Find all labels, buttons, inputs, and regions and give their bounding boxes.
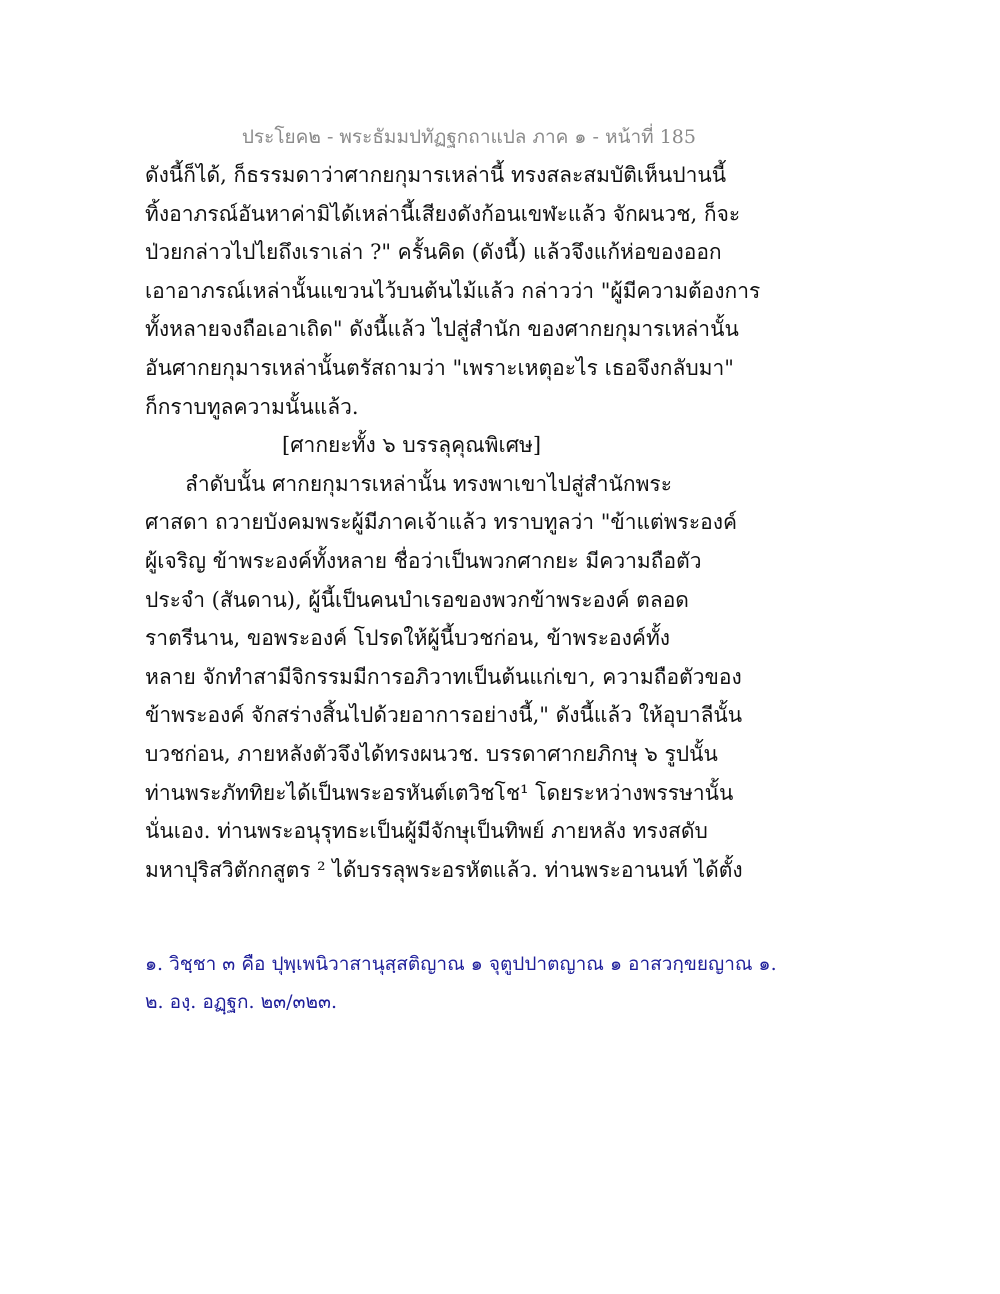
paragraph-line: ท่านพระภัททิยะได้เป็นพระอรหันต์เตวิชโช¹ โดยระหว่างพรรษานั้น — [145, 780, 734, 805]
body-line: ทั้งหลายจงถือเอาเถิด" ดังนี้แล้ว ไปสู่สำนัก ของศากยกุมารเหล่านั้น — [145, 317, 739, 342]
section-heading: [ศากยะทั้ง ๖ บรรลุคุณพิเศษ] — [282, 433, 542, 458]
body-line: ทิ้งอาภรณ์อันหาค่ามิได้เหล่านี้เสียงดังก้อนเขฬะแล้ว จักผนวช, ก็จะ — [145, 201, 741, 226]
paragraph-line: ประจำ (สันดาน), ผู้นี้เป็นคนบำเรอของพวกข้าพระองค์ ตลอด — [145, 587, 689, 612]
paragraph-line: ลำดับนั้น ศากยกุมารเหล่านั้น ทรงพาเขาไปสู่สำนักพระ — [185, 471, 672, 496]
footnotes — [145, 945, 865, 1021]
body-text — [145, 156, 761, 889]
body-line: ดังนี้ก็ได้, ก็ธรรมดาว่าศากยกุมารเหล่านี้ ทรงสละสมบัติเห็นปานนี้ — [145, 163, 727, 187]
page-header: ประโยค๒ - พระธัมมปทัฏฐกถาแปล ภาค ๑ - หน้าที่ 185 — [241, 126, 696, 148]
paragraph-line: ศาสดา ถวายบังคมพระผู้มีภาคเจ้าแล้ว ทราบทูลว่า "ข้าแต่พระองค์ — [145, 510, 738, 535]
body-line: ป่วยกล่าวไปไยถึงเราเล่า ?" ครั้นคิด (ดังนี้) แล้วจึงแก้ห่อของออก — [145, 240, 722, 265]
paragraph-line: ราตรีนาน, ขอพระองค์ โปรดให้ผู้นี้บวชก่อน, ข้าพระองค์ทั้ง — [145, 626, 671, 651]
body-line: อันศากยกุมารเหล่านั้นตรัสถามว่า "เพราะเหตุอะไร เธอจึงกลับมา" — [145, 355, 734, 380]
paragraph-line: มหาปุริสวิตักกสูตร ² ได้บรรลุพระอรหัตแล้ว. ท่านพระอานนท์ ได้ตั้ง — [145, 857, 743, 882]
paragraph-line: นั่นเอง. ท่านพระอนุรุทธะเป็นผู้มีจักษุเป็นทิพย์ ภายหลัง ทรงสดับ — [145, 819, 708, 844]
body-line: ก็กราบทูลความนั้นแล้ว. — [145, 394, 359, 419]
paragraph-line: ผู้เจริญ ข้าพระองค์ทั้งหลาย ชื่อว่าเป็นพวกศากยะ มีความถือตัว — [145, 548, 702, 573]
footnote: ๒. องฺ. อฏฺฐก. ๒๓/๓๒๓. — [145, 991, 338, 1013]
footnote: ๑. วิชฺชา ๓ คือ ปุพฺเพนิวาสานุสฺสติญาณ ๑ จุตูปปาตญาณ ๑ อาสวกฺขยญาณ ๑. — [145, 953, 777, 975]
body-line: เอาอาภรณ์เหล่านั้นแขวนไว้บนต้นไม้แล้ว กล่าวว่า "ผู้มีความต้องการ — [145, 278, 761, 303]
paragraph-line: ข้าพระองค์ จักสร่างสิ้นไปด้วยอาการอย่างนี้," ดังนี้แล้ว ให้อุบาลีนั้น — [145, 703, 743, 728]
paragraph-line: บวชก่อน, ภายหลังตัวจึงได้ทรงผนวช. บรรดาศากยภิกษุ ๖ รูปนั้น — [145, 741, 718, 766]
paragraph-line: หลาย จักทำสามีจิกรรมมีการอภิวาทเป็นต้นแก่เขา, ความถือตัวของ — [145, 664, 742, 689]
